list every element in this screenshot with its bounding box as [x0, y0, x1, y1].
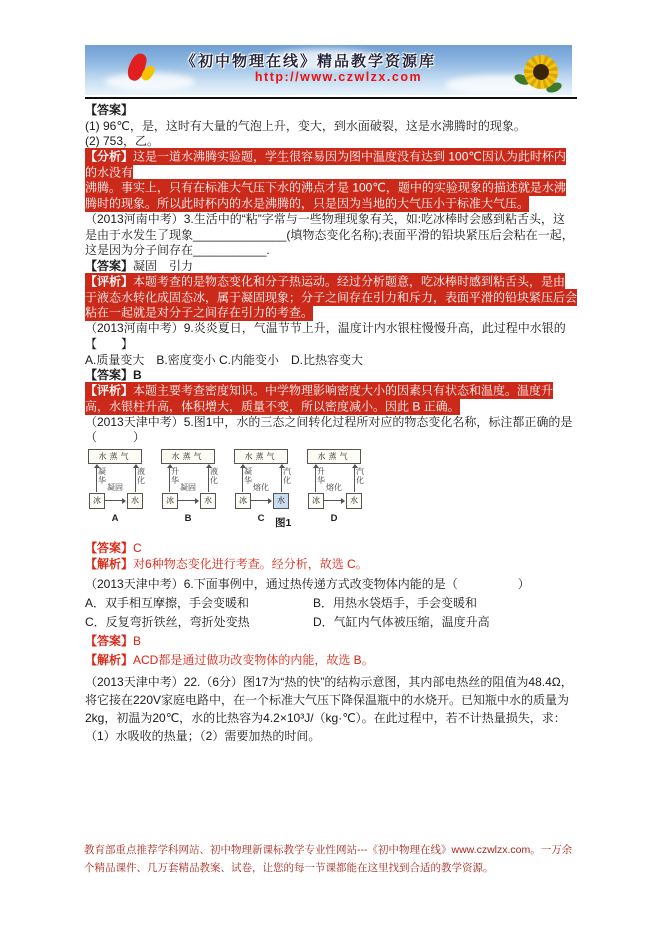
- bottom-arrow: [324, 500, 344, 501]
- phase-diagrams-row: [87, 449, 387, 529]
- sunflower-icon: [524, 55, 558, 89]
- comment-1: [85, 275, 577, 322]
- answer-1-line1: (1) 96℃，是，这时有大量的气泡上升，变大，到水面破裂，这是水沸腾时的现象。: [85, 118, 526, 133]
- ice-box: 冰: [162, 493, 178, 509]
- site-banner: [85, 45, 572, 95]
- comment-2: [85, 384, 577, 415]
- analysis-label: 【解析】: [85, 556, 134, 571]
- phase-diagram-d: [306, 449, 368, 529]
- answer-label: 【答案】: [85, 541, 134, 556]
- right-transition-label: 汽化: [283, 467, 291, 485]
- site-title: 《初中物理在线》精品教学资源库: [180, 53, 436, 70]
- vapor-box: 水蒸气: [88, 449, 142, 464]
- question-5-bracket: （ ）: [85, 430, 146, 445]
- vapor-box: 水蒸气: [161, 449, 215, 464]
- bottom-transition-label: 熔化: [326, 483, 342, 493]
- question-5: （2013天津中考）5.图1中，水的三态之间转化过程所对应的物态变化名称，标注都正确的是: [85, 414, 573, 429]
- answer-label: 【答案】: [85, 634, 134, 649]
- option-c: C．反复弯折铁丝，弯折处变热: [85, 615, 250, 630]
- bottom-arrow: [251, 500, 271, 501]
- question-9: （2013河南中考）9.炎炎夏日，气温节节上升，温度计内水银柱慢慢升高，此过程中水银的: [85, 321, 566, 336]
- right-arrow: [135, 465, 136, 492]
- ice-box: 冰: [308, 493, 324, 509]
- water-box-highlighted: 水: [273, 493, 289, 509]
- analysis-text-1: 这是一道水沸腾实验题，学生很容易因为图中温度没有达到 100℃因认为此时杯内的水没有: [85, 149, 566, 180]
- left-arrow: [169, 465, 170, 492]
- right-arrow: [354, 465, 355, 492]
- comment-label: 【评析】: [85, 383, 134, 398]
- right-arrow: [208, 465, 209, 492]
- left-arrow: [242, 465, 243, 492]
- answer-label: 【答案】: [85, 258, 134, 273]
- comment-label: 【评析】: [85, 274, 134, 289]
- figure-1: [87, 449, 387, 535]
- option-b: B．用热水袋焐手，手会变暖和: [313, 596, 478, 611]
- analysis-text: ACD都是通过做功改变物体的内能，故选 B。: [133, 653, 374, 668]
- left-transition-label: 升华: [317, 467, 325, 485]
- diagram-letter: B: [184, 513, 192, 525]
- question-6-block: [85, 575, 577, 670]
- analysis-1: [85, 150, 577, 212]
- question-22: （2013天津中考）22.（6分）图17为“热的快”的结构示意图，其内部电热丝的阻值为48.4Ω，将它接在220V家庭电路中，在一个标准大气压下降保温瓶中的水烧开。已知瓶中水的质量为2kg，初温为20℃，水的比热容为4.2×10³J/（kg·℃）。在此过程中，若不计热量损失，求：（1）水吸收的热量；（2）需要加热的时间。: [85, 675, 573, 744]
- right-transition-label: 汽化: [356, 467, 364, 485]
- vapor-box: 水蒸气: [234, 449, 288, 464]
- bottom-transition-label: 熔化: [253, 483, 269, 493]
- left-arrow: [315, 465, 316, 492]
- question-6-options-row1: [85, 594, 577, 613]
- answer-label: 【答案】: [85, 368, 134, 383]
- answer-label: 【答案】: [85, 103, 134, 117]
- option-a: A．双手相互摩擦，手会变暖和: [85, 596, 250, 611]
- question-3: （2013河南中考）3.生活中的“粘”字常与一些物理现象有关，如:吃冰棒时会感到粘舌头，这是由于水发生了现象______________(填物态变化名称);表面平滑的铅块紧压后会粘在一起，这是因为分子间存在___________.: [85, 212, 574, 258]
- water-box: 水: [200, 493, 216, 509]
- left-transition-label: 凝华: [98, 467, 106, 485]
- question-5-analysis: [85, 557, 577, 573]
- question-6-options-row2: [85, 613, 577, 632]
- ice-box: 冰: [235, 493, 251, 509]
- question-9-bracket: 【 】: [85, 336, 134, 351]
- vapor-box: 水蒸气: [307, 449, 361, 464]
- sunflower-center: [533, 64, 549, 80]
- comment-text: 本题主要考查密度知识。中学物理影响密度大小的因素只有状态和温度。温度升高，水银柱升高，体积增大，质量不变，所以密度减小。因此 B 正确。: [85, 383, 554, 414]
- diagram-letter: D: [330, 513, 338, 525]
- comment-text: 本题考查的是物态变化和分子热运动。经过分析题意，吃冰棒时感到粘舌头，是由于液态水转化成固态冰，属于凝固现象；分子之间存在引力和斥力，表面平滑的铅块紧压后会粘在一起就是对分子之间存在引力的考查。: [85, 274, 578, 320]
- page-footer: 教育部重点推荐学科网站、初中物理新课标教学专业性网站---《初中物理在线》www.czwlzx.com。一万余个精品课件、几万套精品教案、试卷，让您的每一节课都能在这里找到合适的教学资源。: [84, 844, 573, 874]
- phase-diagram-b: [160, 449, 222, 529]
- water-box: 水: [346, 493, 362, 509]
- ice-box: 冰: [89, 493, 105, 509]
- bottom-transition-label: 凝固: [107, 483, 123, 493]
- question-5-answer: [85, 541, 577, 557]
- right-transition-label: 液化: [210, 467, 218, 485]
- right-arrow: [281, 465, 282, 492]
- site-url-link[interactable]: http://www.czwlzx.com: [254, 70, 423, 84]
- analysis-label: 【分析】: [85, 149, 134, 164]
- question-6-analysis: [85, 651, 577, 670]
- left-transition-label: 升华: [171, 467, 179, 485]
- question-9-options: A.质量变大 B.密度变小 C.内能变小 D.比热容变大: [85, 352, 364, 367]
- analysis-label: 【解析】: [85, 653, 134, 668]
- phase-diagram-a: [87, 449, 149, 529]
- bottom-arrow: [105, 500, 125, 501]
- answer-1-label: [85, 103, 577, 119]
- right-transition-label: 液化: [137, 467, 145, 485]
- answer-value: B: [133, 634, 142, 649]
- answer-1-line2: (2) 753，乙。: [85, 134, 160, 149]
- analysis-text: 对6种物态变化进行考查。经分析，故选 C。: [133, 556, 368, 571]
- diagram-letter: C: [257, 513, 265, 525]
- option-d: D．气缸内气体被压缩，温度升高: [313, 615, 490, 630]
- document-page: [85, 45, 577, 745]
- question-6-answer: [85, 632, 577, 651]
- answer-value: 凝固 引力: [133, 258, 194, 273]
- diagram-letter: A: [111, 513, 119, 525]
- analysis-text-2: 沸腾。事实上，只有在标准大气压下水的沸点才是 100℃，题中的实验现象的描述就是水沸腾时的现象。所以此时杯内的水是沸腾的，只是因为当地的大气压小于标准大气压。: [85, 180, 566, 211]
- water-box: 水: [127, 493, 143, 509]
- divider: [85, 97, 577, 99]
- answer-value: C: [133, 541, 142, 556]
- answer-value: B: [133, 368, 142, 383]
- figure-caption: 图1: [275, 517, 292, 530]
- left-arrow: [96, 465, 97, 492]
- bottom-arrow: [178, 500, 198, 501]
- left-transition-label: 凝华: [244, 467, 252, 485]
- bottom-transition-label: 凝固: [180, 483, 196, 493]
- question-6: （2013天津中考）6.下面事例中，通过热传递方式改变物体内能的是（ ）: [85, 577, 530, 592]
